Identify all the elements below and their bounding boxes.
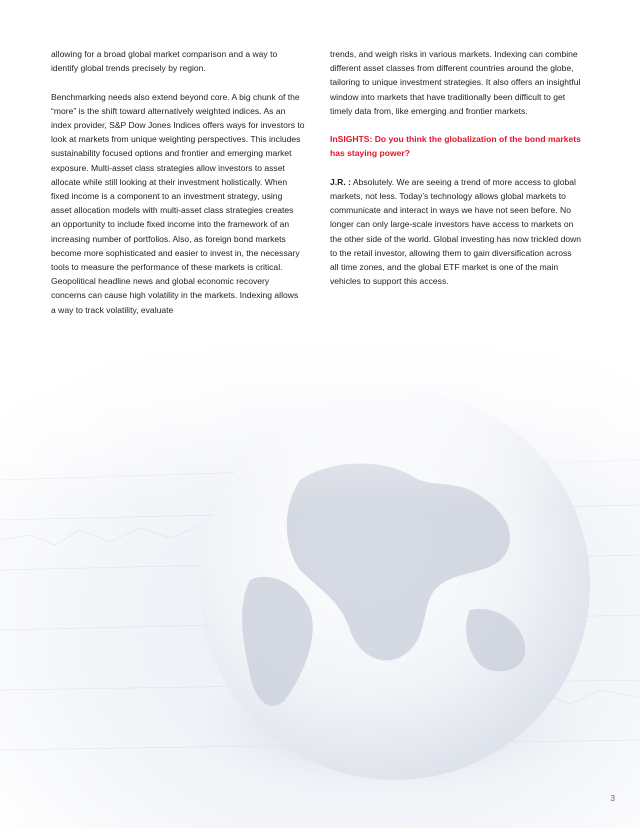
page-number: 3 [610, 794, 615, 803]
answer-speaker: J.R. : [330, 176, 351, 187]
left-paragraph-1: allowing for a broad global market comparison and a way to identify global trends precisely by region. [51, 49, 278, 74]
left-text-column [51, 47, 305, 331]
interview-answer [330, 175, 582, 289]
right-text-column [330, 47, 582, 303]
right-paragraph-1: trends, and weigh risks in various markets. Indexing can combine different asset classes from different countries around the globe, tailoring to unique investment strategies. It also offers an insightful window into markets that have traditionally been difficult to get timely data from, like emerging and frontier markets. [330, 49, 581, 116]
globe-background-illustration [0, 330, 640, 828]
answer-text: Absolutely. We are seeing a trend of more access to global markets, not less. Today’s technology allows global markets to communicate and interact in ways we have not seen before. No longer can only large-scale investors have access to markets on the other side of the world. Global investing has now trickled down to the retail investor, allowing them to gain diversification across all time zones, and the global ETF market is one of the main vehicles to support this access. [330, 176, 582, 287]
interview-question: InSIGHTS: Do you think the globalization of the bond markets has staying power? [330, 134, 581, 159]
left-paragraph-2: Benchmarking needs also extend beyond core. A big chunk of the “more” is the shift toward alternatively weighted indices. As an index provider, S&P Dow Jones Indices offers ways for investors to look at markets from unique weighting perspectives. This includes sustainability focused options and frontier and emerging market exposure. Multi-asset class strategies allow investors to asset allocate while still looking at their investment holistically. When fixed income is a component to an investment strategy, using asset allocation models with multi-asset class strategies creates an opportunity to include fixed income into the framework of an increasing number of portfolios. Also, as foreign bond markets become more sophisticated and easier to invest in, the necessary tools to measure the performance of these markets is critical. Geopolitical headline news and global economic recovery concerns can cause high volatility in the markets. Indexing allows a way to track volatility, evaluate [51, 91, 305, 315]
